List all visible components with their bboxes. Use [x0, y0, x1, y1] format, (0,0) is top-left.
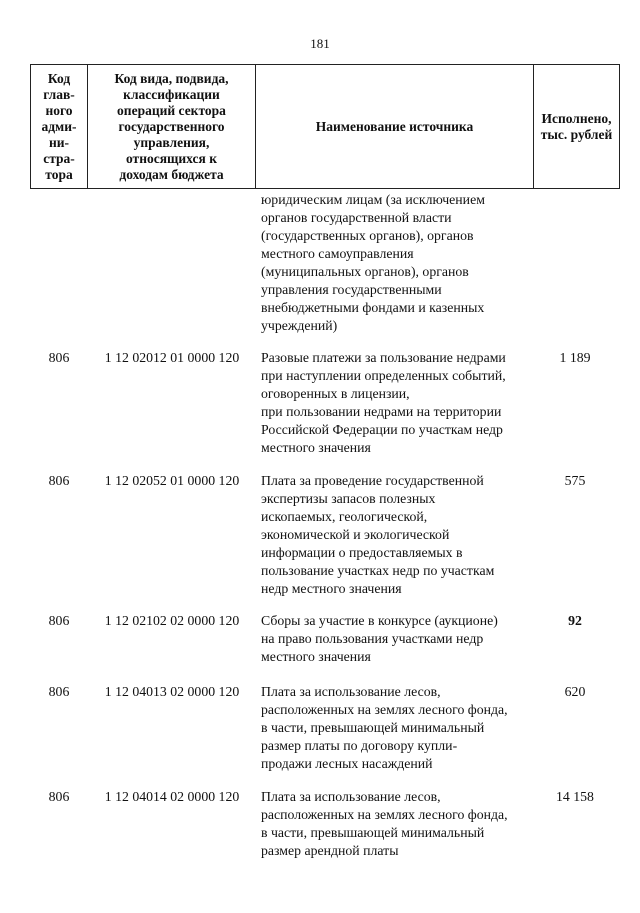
- admin-code-cell: 806: [48, 613, 70, 628]
- header-source-name: Наименование источника: [256, 65, 534, 189]
- executed-amount-cell: 1 189: [559, 350, 591, 365]
- classification-code-cell: 1 12 04013 02 0000 120: [104, 684, 240, 699]
- admin-code-cell: 806: [48, 684, 70, 699]
- executed-amount-cell: 620: [564, 684, 586, 699]
- continued-source-name: юридическим лицам (за исключением органов государственной власти (государственных органов), органов местного самоуправления (муниципальных органов), органов управления государственными внебюджетными фондами и казенных учреждений): [261, 192, 485, 333]
- source-name-cell: Плата за использование лесов, расположенных на землях лесного фонда, в части, превышающей минимальный размер платы по договору купли- продажи лесных насаждений: [261, 684, 508, 771]
- header-executed-amount: Исполнено, тыс. рублей: [534, 65, 620, 189]
- executed-amount-cell: 575: [564, 473, 586, 488]
- header-classification-code: Код вида, подвида, классификации операций сектора государственного управления, относящихся к доходам бюджета: [88, 65, 256, 189]
- executed-amount-cell: 92: [568, 613, 582, 628]
- source-name-cell: Сборы за участие в конкурсе (аукционе) на право пользования участками недр местного значения: [261, 613, 498, 664]
- table-header: [30, 64, 620, 189]
- executed-amount-cell: 14 158: [556, 789, 594, 804]
- page-number: 181: [310, 36, 330, 51]
- source-name-cell: Плата за проведение государственной экспертизы запасов полезных ископаемых, геологической, экономической и экологической информации о предоставляемых в пользование участках недр по участкам недр местного значения: [261, 473, 495, 596]
- admin-code-cell: 806: [48, 350, 70, 365]
- classification-code-cell: 1 12 02052 01 0000 120: [104, 473, 240, 488]
- source-name-cell: Разовые платежи за пользование недрами при наступлении определенных событий, оговоренных в лицензии, при пользовании недрами на территории Российской Федерации по участкам недр местного значения: [261, 350, 506, 455]
- admin-code-cell: 806: [48, 789, 70, 804]
- classification-code-cell: 1 12 02012 01 0000 120: [104, 350, 240, 365]
- classification-code-cell: 1 12 04014 02 0000 120: [104, 789, 240, 804]
- source-name-cell: Плата за использование лесов, расположенных на землях лесного фонда, в части, превышающей минимальный размер арендной платы: [261, 789, 508, 858]
- header-admin-code: Код глав- ного адми- ни- стра- тора: [31, 65, 88, 189]
- admin-code-cell: 806: [48, 473, 70, 488]
- classification-code-cell: 1 12 02102 02 0000 120: [104, 613, 240, 628]
